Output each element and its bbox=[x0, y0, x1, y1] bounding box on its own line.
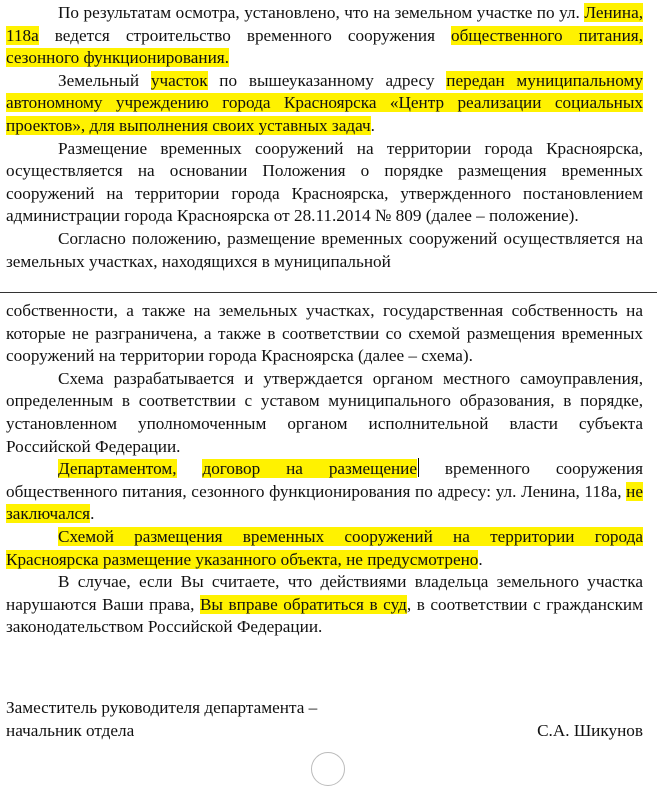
paragraph-according-regulation: Согласно положению, размещение временных сооружений осуществляется на земельных участках, находящихся в муниципальной bbox=[6, 228, 643, 271]
text-run: ведется строительство временного сооружения bbox=[38, 25, 452, 45]
highlight-court: Вы вправе обратиться в суд bbox=[199, 594, 407, 614]
text-run: . bbox=[478, 549, 483, 569]
text-run: по вышеуказанному адресу bbox=[207, 70, 447, 90]
paragraph-placement-basis: Размещение временных сооружений на территории города Красноярска, осуществляется на основании Положения о порядке размещения временных сооружений на территории города Красноярска, утвержденного постановлением администрации города Красноярска от 28.11.2014 № 809 (далее – положение). bbox=[6, 138, 643, 226]
signature-name: С.А. Шикунов bbox=[537, 720, 643, 740]
paragraph-scheme-placement bbox=[6, 526, 643, 571]
text-run: . bbox=[90, 504, 95, 524]
page-break-divider bbox=[0, 292, 657, 293]
signature-block bbox=[6, 697, 643, 742]
highlight-transferred: передан муниципальному автономному учреждению города Красноярска «Центр реализации социальных проектов», для выполнения своих уставных задач bbox=[6, 70, 643, 135]
text-run: По результатам осмотра, установлено, что на земельном участке по ул. bbox=[58, 3, 585, 22]
paragraph-department bbox=[6, 458, 643, 526]
signature-title-line2: начальник отдела bbox=[6, 720, 135, 740]
paragraph-court bbox=[6, 571, 643, 639]
highlight-catering: общественного питания, сезонного функционирования. bbox=[6, 25, 643, 68]
text-run bbox=[177, 459, 203, 478]
paragraph-inspection-result bbox=[6, 2, 643, 70]
highlight-plot: участок bbox=[150, 70, 208, 90]
highlight-department: Департаментом, bbox=[58, 459, 177, 479]
highlight-scheme: Схемой размещения временных сооружений на территории города Красноярска размещение указанного объекта, не предусмотрено bbox=[6, 526, 643, 569]
highlight-address: Ленина, 118а bbox=[6, 3, 643, 45]
text-run: Земельный bbox=[58, 70, 151, 90]
page2-text bbox=[6, 300, 643, 639]
highlight-contract: договор на размещение bbox=[202, 459, 417, 479]
signature-title-line1: Заместитель руководителя департамента – bbox=[6, 698, 318, 717]
text-run: , в соответствии с гражданским законодательством Российской Федерации. bbox=[6, 594, 643, 637]
paragraph-land-plot bbox=[6, 70, 643, 138]
highlight-not-concluded: не заключался bbox=[6, 481, 643, 524]
page1-text bbox=[6, 2, 643, 273]
text-run: В случае, если Вы считаете, что действиями владельца земельного участка нарушаются Ваши права, bbox=[6, 572, 643, 614]
paragraph-scheme: Схема разрабатывается и утверждается органом местного самоуправления, определенным в соответствии с уставом муниципального образования, в порядке, установленном уполномоченным органом исполнительной власти субъекта Российской Федерации. bbox=[6, 368, 643, 456]
text-run: . bbox=[370, 115, 375, 135]
paragraph-ownership: собственности, а также на земельных участках, государственная собственность на которые не разграничена, а также в соответствии со схемой размещения временных сооружений на территории города Красноярска (далее – схема). bbox=[6, 301, 643, 366]
scroll-circle-button[interactable] bbox=[311, 752, 345, 786]
text-run: временного сооружения общественного питания, сезонного функционирования по адресу: ул. Ленина, 118а, bbox=[6, 459, 643, 501]
